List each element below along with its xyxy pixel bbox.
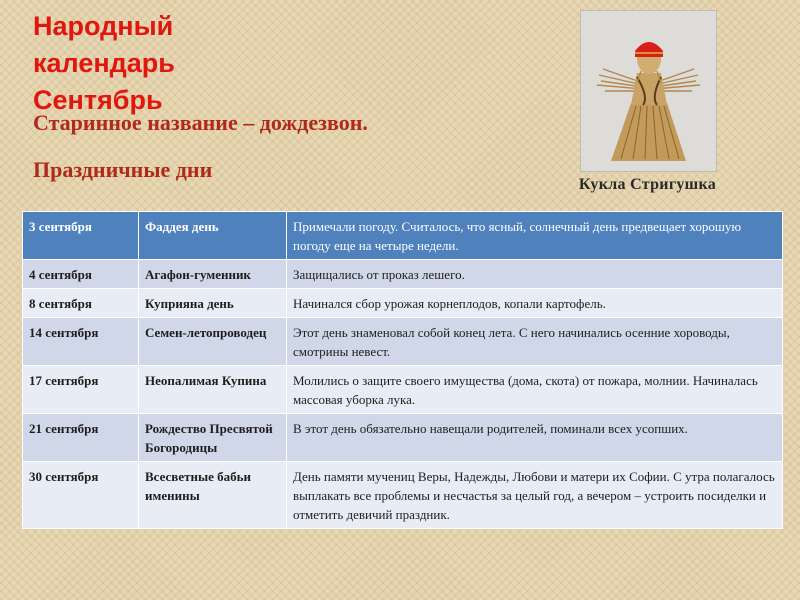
date-cell: 21 сентября [23,414,139,462]
date-cell: 30 сентября [23,462,139,529]
straw-doll-photo [580,10,717,172]
description-cell: Защищались от проказ лешего. [287,260,783,289]
table-row [23,462,783,529]
description-cell: Начинался сбор урожая корнеплодов, копали картофель. [287,289,783,318]
doll-caption: Кукла Стригушка [578,176,717,193]
table-row [23,318,783,366]
table-row [23,260,783,289]
title-line-3: Сентябрь [33,85,163,115]
holiday-name-cell: Неопалимая Купина [139,366,287,414]
description-cell: Этот день знаменовал собой конец лета. С него начинались осенние хороводы, смотрины невест. [287,318,783,366]
holiday-name-cell: Семен-летопроводец [139,318,287,366]
holidays-heading: Праздничные дни [33,157,213,182]
table-row [23,366,783,414]
date-cell: 8 сентября [23,289,139,318]
description-cell: В этот день обязательно навещали родителей, поминали всех усопших. [287,414,783,462]
holiday-name-cell: Фаддея день [139,212,287,260]
old-name-subtitle: Старинное название – дождезвон. [33,110,368,135]
table-row [23,414,783,462]
table-row [23,212,783,260]
date-cell: 4 сентября [23,260,139,289]
table-row [23,289,783,318]
title-line-2: календарь [33,48,175,78]
holiday-name-cell: Куприяна день [139,289,287,318]
description-cell: Примечали погоду. Считалось, что ясный, солнечный день предвещает хорошую погоду еще на четыре недели. [287,212,783,260]
holiday-name-cell: Агафон-гуменник [139,260,287,289]
holidays-table [22,211,783,529]
description-cell: Молились о защите своего имущества (дома, скота) от пожара, молнии. Начиналась массовая уборка лука. [287,366,783,414]
description-cell: День памяти мучениц Веры, Надежды, Любови и матери их Софии. С утра полагалось выплакать все проблемы и несчастья за целый год, а вечером – устроить посиделки и отметить девичий праздник. [287,462,783,529]
slide-title [33,8,175,119]
date-cell: 17 сентября [23,366,139,414]
title-line-1: Народный [33,11,174,41]
holiday-name-cell: Всесветные бабьи именины [139,462,287,529]
holiday-name-cell: Рождество Пресвятой Богородицы [139,414,287,462]
date-cell: 3 сентября [23,212,139,260]
date-cell: 14 сентября [23,318,139,366]
straw-doll-illustration [581,11,716,171]
